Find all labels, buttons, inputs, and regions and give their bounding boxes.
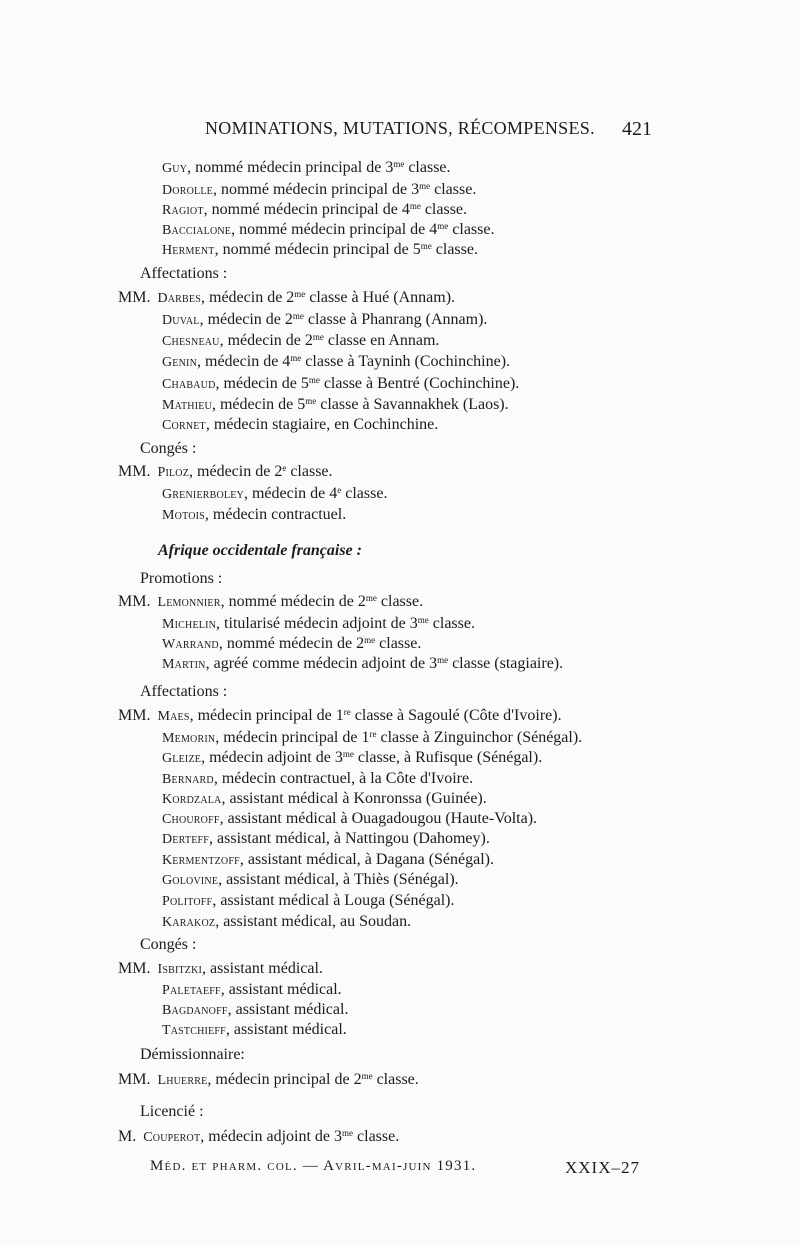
person-name: Genin (162, 355, 197, 370)
entry-text: , assistant médical. (202, 960, 323, 977)
person-name: Maes (157, 709, 190, 724)
entry-prefix: M. (118, 1128, 137, 1145)
entry-line (118, 1070, 419, 1091)
entry-superscript: me (361, 1071, 373, 1081)
entry-line (162, 240, 478, 261)
person-name: Mathieu (162, 398, 212, 413)
section-heading: Démissionnaire: (140, 1046, 245, 1063)
entry-line (162, 870, 459, 891)
entry-text-end: classe à Sagoulé (Côte d'Ivoire). (350, 707, 562, 724)
person-name: Derteff (162, 832, 210, 847)
entry-text: , assistant médical, au Soudan. (215, 913, 412, 930)
person-name: Cornet (162, 418, 206, 433)
person-name: Bernard (162, 772, 214, 787)
entry-superscript: e (282, 463, 287, 473)
person-name: Golovine (162, 873, 219, 888)
entry-text: , assistant médical à Louga (Sénégal). (212, 892, 455, 909)
person-name: Paletaeff (162, 983, 221, 998)
entry-superscript: me (419, 181, 431, 191)
entry-text: , nommé médecin principal de 3 (187, 159, 394, 176)
entry-superscript: re (369, 729, 377, 739)
section-heading: Promotions : (140, 570, 223, 587)
running-head: NOMINATIONS, MUTATIONS, RÉCOMPENSES. (205, 118, 595, 138)
footer-journal: Méd. et pharm. col. — Avril-mai-juin 1931. (150, 1158, 477, 1174)
entry-superscript: me (437, 221, 449, 231)
entry-text-end: classe, à Rufisque (Sénégal). (353, 749, 543, 766)
entry-text: , nommé médecin de 2 (218, 635, 365, 652)
entry-text: , titularisé médecin adjoint de 3 (216, 615, 418, 632)
entry-superscript: me (417, 615, 429, 625)
entry-line (162, 374, 519, 395)
person-name: Bagdanoff (162, 1003, 228, 1018)
entry-line (162, 484, 387, 505)
entry-line (162, 769, 473, 790)
person-name: Grenierboley (162, 487, 244, 502)
entry-line (162, 748, 542, 769)
entry-line (162, 809, 537, 830)
person-name: Couperot (143, 1130, 201, 1145)
person-name: Herment (162, 243, 215, 258)
person-name: Chouroff (162, 812, 220, 827)
entry-text-end: classe (stagiaire). (448, 655, 564, 672)
person-name: Michelin (162, 617, 217, 632)
entry-text: , médecin adjoint de 3 (201, 749, 343, 766)
entry-prefix: MM. (118, 593, 151, 610)
entry-line (162, 654, 563, 675)
person-name: Memorin (162, 731, 216, 746)
entry-text: , assistant médical. (225, 1021, 347, 1038)
entry-text: , nommé médecin principal de 5 (214, 241, 421, 258)
entry-text: , médecin de 4 (243, 485, 338, 502)
entry-text-end: classe à Bentré (Cochinchine). (319, 375, 520, 392)
person-name: Kermentzoff (162, 853, 240, 868)
person-name: Lemonnier (157, 595, 221, 610)
entry-superscript: me (364, 635, 376, 645)
entry-prefix: MM. (118, 1071, 151, 1088)
entry-text: , assistant médical, à Thiès (Sénégal). (218, 871, 459, 888)
entry-text: , médecin principal de 2 (207, 1071, 362, 1088)
entry-text: , médecin stagiaire, en Cochinchine. (205, 416, 439, 433)
person-name: Kordzala (162, 792, 222, 807)
entry-line (118, 288, 455, 309)
entry-text-end: classe à Hué (Annam). (305, 289, 456, 306)
entry-line (162, 395, 509, 416)
person-name: Gleize (162, 751, 202, 766)
entry-text: , assistant médical. (227, 1001, 349, 1018)
entry-text: , nommé médecin de 2 (220, 593, 366, 610)
entry-text: , nommé médecin principal de 4 (203, 201, 410, 218)
entry-line (162, 158, 451, 179)
entry-superscript: me (409, 201, 421, 211)
entry-text: , médecin principal de 1 (189, 707, 344, 724)
entry-superscript: me (292, 311, 304, 321)
person-name: Isbitzki (157, 962, 203, 977)
footer-signature: XXIX–27 (565, 1158, 640, 1177)
entry-line (118, 959, 323, 980)
person-name: Martin (162, 657, 206, 672)
entry-line (162, 614, 475, 635)
entry-superscript: e (337, 485, 342, 495)
section-heading: Congés : (140, 440, 197, 457)
entry-line (162, 912, 411, 933)
entry-line (162, 891, 454, 912)
entry-line (162, 728, 582, 749)
page-number: 421 (622, 118, 652, 140)
person-name: Duval (162, 313, 200, 328)
person-name: Baccialone (162, 223, 232, 238)
entry-text-end: classe. (286, 463, 333, 480)
entry-superscript: me (305, 396, 317, 406)
entry-text-end: classe. (420, 201, 468, 218)
entry-prefix: MM. (118, 463, 151, 480)
person-name: Lhuerre (157, 1073, 208, 1088)
entry-superscript: me (294, 289, 306, 299)
entry-text: , assistant médical, à Dagana (Sénégal). (239, 851, 494, 868)
person-name: Chesneau (162, 334, 220, 349)
entry-text-end: classe. (376, 593, 424, 610)
entry-text: , médecin de 5 (215, 375, 309, 392)
entry-line (162, 331, 439, 352)
entry-line (162, 415, 438, 436)
entry-text: , médecin de 2 (219, 332, 313, 349)
person-name: Piloz (157, 465, 190, 480)
person-name: Ragiot (162, 203, 204, 218)
entry-line (162, 634, 421, 655)
person-name: Warrand (162, 637, 219, 652)
section-heading: Congés : (140, 936, 197, 953)
entry-text-end: classe à Savannakhek (Laos). (316, 396, 509, 413)
entry-text: , médecin contractuel. (204, 506, 347, 523)
entry-text-end: classe. (372, 1071, 419, 1088)
entry-line (162, 1000, 348, 1021)
person-name: Darbes (157, 291, 201, 306)
entry-superscript: re (343, 707, 351, 717)
section-heading: Licencié : (140, 1103, 204, 1120)
person-name: Chabaud (162, 377, 216, 392)
entry-text-end: classe en Annam. (323, 332, 440, 349)
entry-text-end: classe à Tayninh (Cochinchine). (301, 353, 511, 370)
entry-superscript: me (290, 353, 302, 363)
entry-text-end: classe à Zinguinchor (Sénégal). (376, 729, 583, 746)
entry-text: , assistant médical à Konronssa (Guinée). (221, 790, 487, 807)
entry-line (162, 352, 510, 373)
section-heading: Affectations : (140, 265, 228, 282)
entry-superscript: me (308, 375, 320, 385)
entry-text: , agréé comme médecin adjoint de 3 (205, 655, 438, 672)
entry-text: , médecin contractuel, à la Côte d'Ivoire. (213, 770, 474, 787)
person-name: Guy (162, 161, 188, 176)
entry-text-end: classe. (428, 615, 475, 632)
entry-text: , médecin de 4 (197, 353, 291, 370)
entry-superscript: me (365, 593, 377, 603)
entry-line (118, 592, 423, 613)
entry-text: , médecin principal de 1 (215, 729, 370, 746)
entry-text-end: classe. (404, 159, 451, 176)
entry-line (162, 980, 342, 1001)
entry-text: , nommé médecin principal de 4 (231, 221, 438, 238)
entry-text: , médecin de 2 (199, 311, 293, 328)
entry-prefix: MM. (118, 289, 151, 306)
entry-text: , assistant médical à Ouagadougou (Haute-Volta). (219, 810, 538, 827)
entry-line (118, 706, 562, 727)
section-heading: Afrique occidentale française : (158, 542, 362, 559)
entry-text: , assistant médical. (220, 981, 342, 998)
entry-text: , médecin de 2 (201, 289, 295, 306)
entry-superscript: me (342, 749, 354, 759)
entry-text: , médecin adjoint de 3 (200, 1128, 343, 1145)
entry-text: , nommé médecin principal de 3 (212, 181, 420, 198)
entry-line (162, 789, 487, 810)
person-name: Dorolle (162, 183, 213, 198)
entry-text-end: classe. (430, 181, 477, 198)
entry-superscript: me (437, 655, 449, 665)
entry-text: , assistant médical, à Nattingou (Dahomey). (209, 830, 490, 847)
entry-text-end: classe. (353, 1128, 400, 1145)
entry-line (118, 462, 333, 483)
entry-superscript: me (342, 1128, 354, 1138)
entry-text-end: classe. (448, 221, 495, 238)
entry-text: , médecin de 5 (211, 396, 306, 413)
person-name: Politoff (162, 894, 213, 909)
person-name: Motois (162, 508, 205, 523)
entry-text: , médecin de 2 (189, 463, 283, 480)
entry-prefix: MM. (118, 960, 151, 977)
section-heading: Affectations : (140, 683, 228, 700)
entry-superscript: me (393, 159, 405, 169)
entry-text-end: classe. (375, 635, 422, 652)
entry-text-end: classe. (431, 241, 478, 258)
entry-line (162, 200, 467, 221)
person-name: Karakoz (162, 915, 216, 930)
person-name: Tastchieff (162, 1023, 226, 1038)
entry-text-end: classe à Phanrang (Annam). (303, 311, 488, 328)
entry-superscript: me (420, 241, 432, 251)
entry-line (162, 829, 490, 850)
entry-line (162, 850, 494, 871)
entry-line (162, 505, 346, 526)
entry-line (118, 1127, 399, 1148)
entry-line (162, 180, 476, 201)
entry-line (162, 220, 494, 241)
entry-superscript: me (312, 332, 324, 342)
entry-prefix: MM. (118, 707, 151, 724)
entry-line (162, 310, 487, 331)
entry-line (162, 1020, 347, 1041)
entry-text-end: classe. (341, 485, 388, 502)
